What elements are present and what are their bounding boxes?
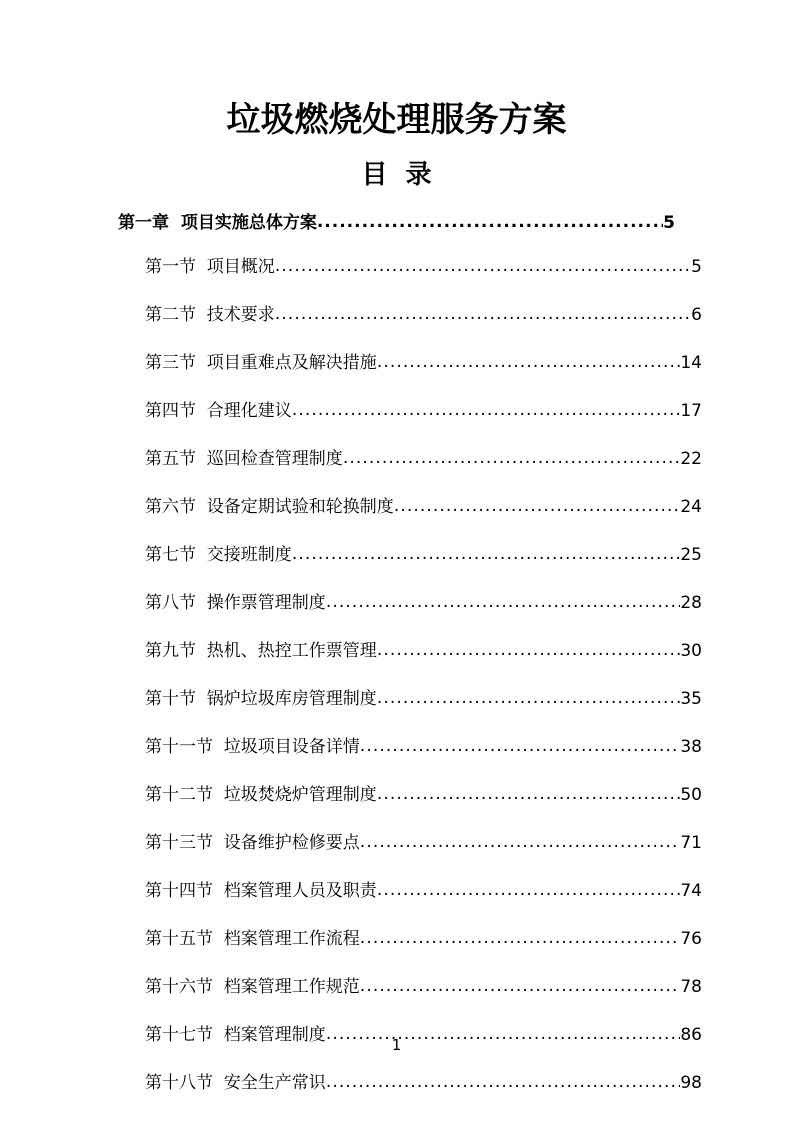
toc-dot-leader <box>343 448 681 468</box>
toc-section-row[interactable] <box>118 828 702 876</box>
toc-entry-page-number: 35 <box>680 689 702 709</box>
toc-entry-label: 第七节 交接班制度 <box>145 545 292 565</box>
toc-entry-page-number: 50 <box>680 785 702 805</box>
toc-entry-label: 第十六节 档案管理工作规范 <box>145 977 360 997</box>
toc-entry-page-number: 30 <box>680 641 702 661</box>
toc-entry-label: 第九节 热机、热控工作票管理 <box>145 641 377 661</box>
toc-section-row[interactable] <box>118 444 702 492</box>
toc-entry-label: 第六节 设备定期试验和轮换制度 <box>145 497 394 517</box>
toc-section-row[interactable] <box>118 780 702 828</box>
toc-section-row[interactable] <box>118 972 702 1020</box>
toc-entry-label: 第十节 锅炉垃圾库房管理制度 <box>145 689 377 709</box>
footer-page-number: 1 <box>391 1036 402 1054</box>
table-of-contents-heading: 目 录 <box>361 160 432 190</box>
toc-entry-page-number: 6 <box>691 305 702 325</box>
toc-section-row[interactable] <box>118 540 702 588</box>
toc-section-row[interactable] <box>118 588 702 636</box>
toc-entry-label: 第三节 项目重难点及解决措施 <box>145 353 377 373</box>
toc-entry-label: 第十四节 档案管理人员及职责 <box>145 881 377 901</box>
toc-dot-leader <box>292 544 681 564</box>
toc-dot-leader <box>360 832 681 852</box>
toc-section-row[interactable] <box>118 684 702 732</box>
toc-section-row[interactable] <box>118 252 702 300</box>
table-of-contents <box>118 208 702 1116</box>
toc-entry-page-number: 78 <box>680 977 702 997</box>
toc-entry-label: 第十三节 设备维护检修要点 <box>145 833 360 853</box>
toc-entry-label: 第四节 合理化建议 <box>145 401 292 421</box>
toc-entry-label: 第十八节 安全生产常识 <box>145 1073 326 1093</box>
toc-section-row[interactable] <box>118 348 702 396</box>
toc-entry-page-number: 22 <box>680 449 702 469</box>
toc-dot-leader <box>360 976 681 996</box>
toc-entry-page-number: 14 <box>680 353 702 373</box>
toc-dot-leader <box>292 400 681 420</box>
toc-entry-label: 第十二节 垃圾焚烧炉管理制度 <box>145 785 377 805</box>
toc-dot-leader <box>377 640 681 660</box>
toc-section-row[interactable] <box>118 1068 702 1116</box>
toc-entry-label: 第十五节 档案管理工作流程 <box>145 929 360 949</box>
toc-entry-label: 第十七节 档案管理制度 <box>145 1025 326 1045</box>
toc-entry-label: 第一节 项目概况 <box>145 257 275 277</box>
toc-entry-label: 第一章 项目实施总体方案 <box>118 213 317 233</box>
toc-entry-label: 第二节 技术要求 <box>145 305 275 325</box>
toc-dot-leader <box>377 352 681 372</box>
toc-chapter-row[interactable] <box>118 208 675 252</box>
toc-entry-page-number: 5 <box>663 213 675 233</box>
toc-dot-leader <box>275 256 691 276</box>
document-title: 垃圾燃烧处理服务方案 <box>226 100 567 140</box>
toc-section-row[interactable] <box>118 732 702 780</box>
toc-entry-page-number: 38 <box>680 737 702 757</box>
toc-entry-page-number: 74 <box>680 881 702 901</box>
toc-dot-leader <box>377 880 681 900</box>
toc-section-row[interactable] <box>118 492 702 540</box>
toc-dot-leader <box>377 688 681 708</box>
toc-dot-leader <box>394 496 681 516</box>
toc-section-row[interactable] <box>118 636 702 684</box>
toc-entry-page-number: 28 <box>680 593 702 613</box>
toc-dot-leader <box>377 784 681 804</box>
toc-entry-page-number: 17 <box>680 401 702 421</box>
toc-entry-label: 第五节 巡回检查管理制度 <box>145 449 343 469</box>
toc-section-row[interactable] <box>118 876 702 924</box>
toc-dot-leader <box>360 928 681 948</box>
toc-entry-page-number: 24 <box>680 497 702 517</box>
toc-section-row[interactable] <box>118 924 702 972</box>
toc-dot-leader <box>326 592 681 612</box>
toc-section-row[interactable] <box>118 396 702 444</box>
toc-section-row[interactable] <box>118 300 702 348</box>
toc-entry-label: 第八节 操作票管理制度 <box>145 593 326 613</box>
toc-entry-page-number: 76 <box>680 929 702 949</box>
toc-entry-page-number: 86 <box>680 1025 702 1045</box>
toc-dot-leader <box>326 1072 681 1092</box>
toc-entry-label: 第十一节 垃圾项目设备详情 <box>145 737 360 757</box>
toc-entry-page-number: 98 <box>680 1073 702 1093</box>
toc-dot-leader <box>360 736 681 756</box>
toc-entry-page-number: 25 <box>680 545 702 565</box>
toc-entry-page-number: 5 <box>691 257 702 277</box>
toc-dot-leader <box>317 212 663 232</box>
toc-dot-leader <box>275 304 691 324</box>
toc-entry-page-number: 71 <box>680 833 702 853</box>
